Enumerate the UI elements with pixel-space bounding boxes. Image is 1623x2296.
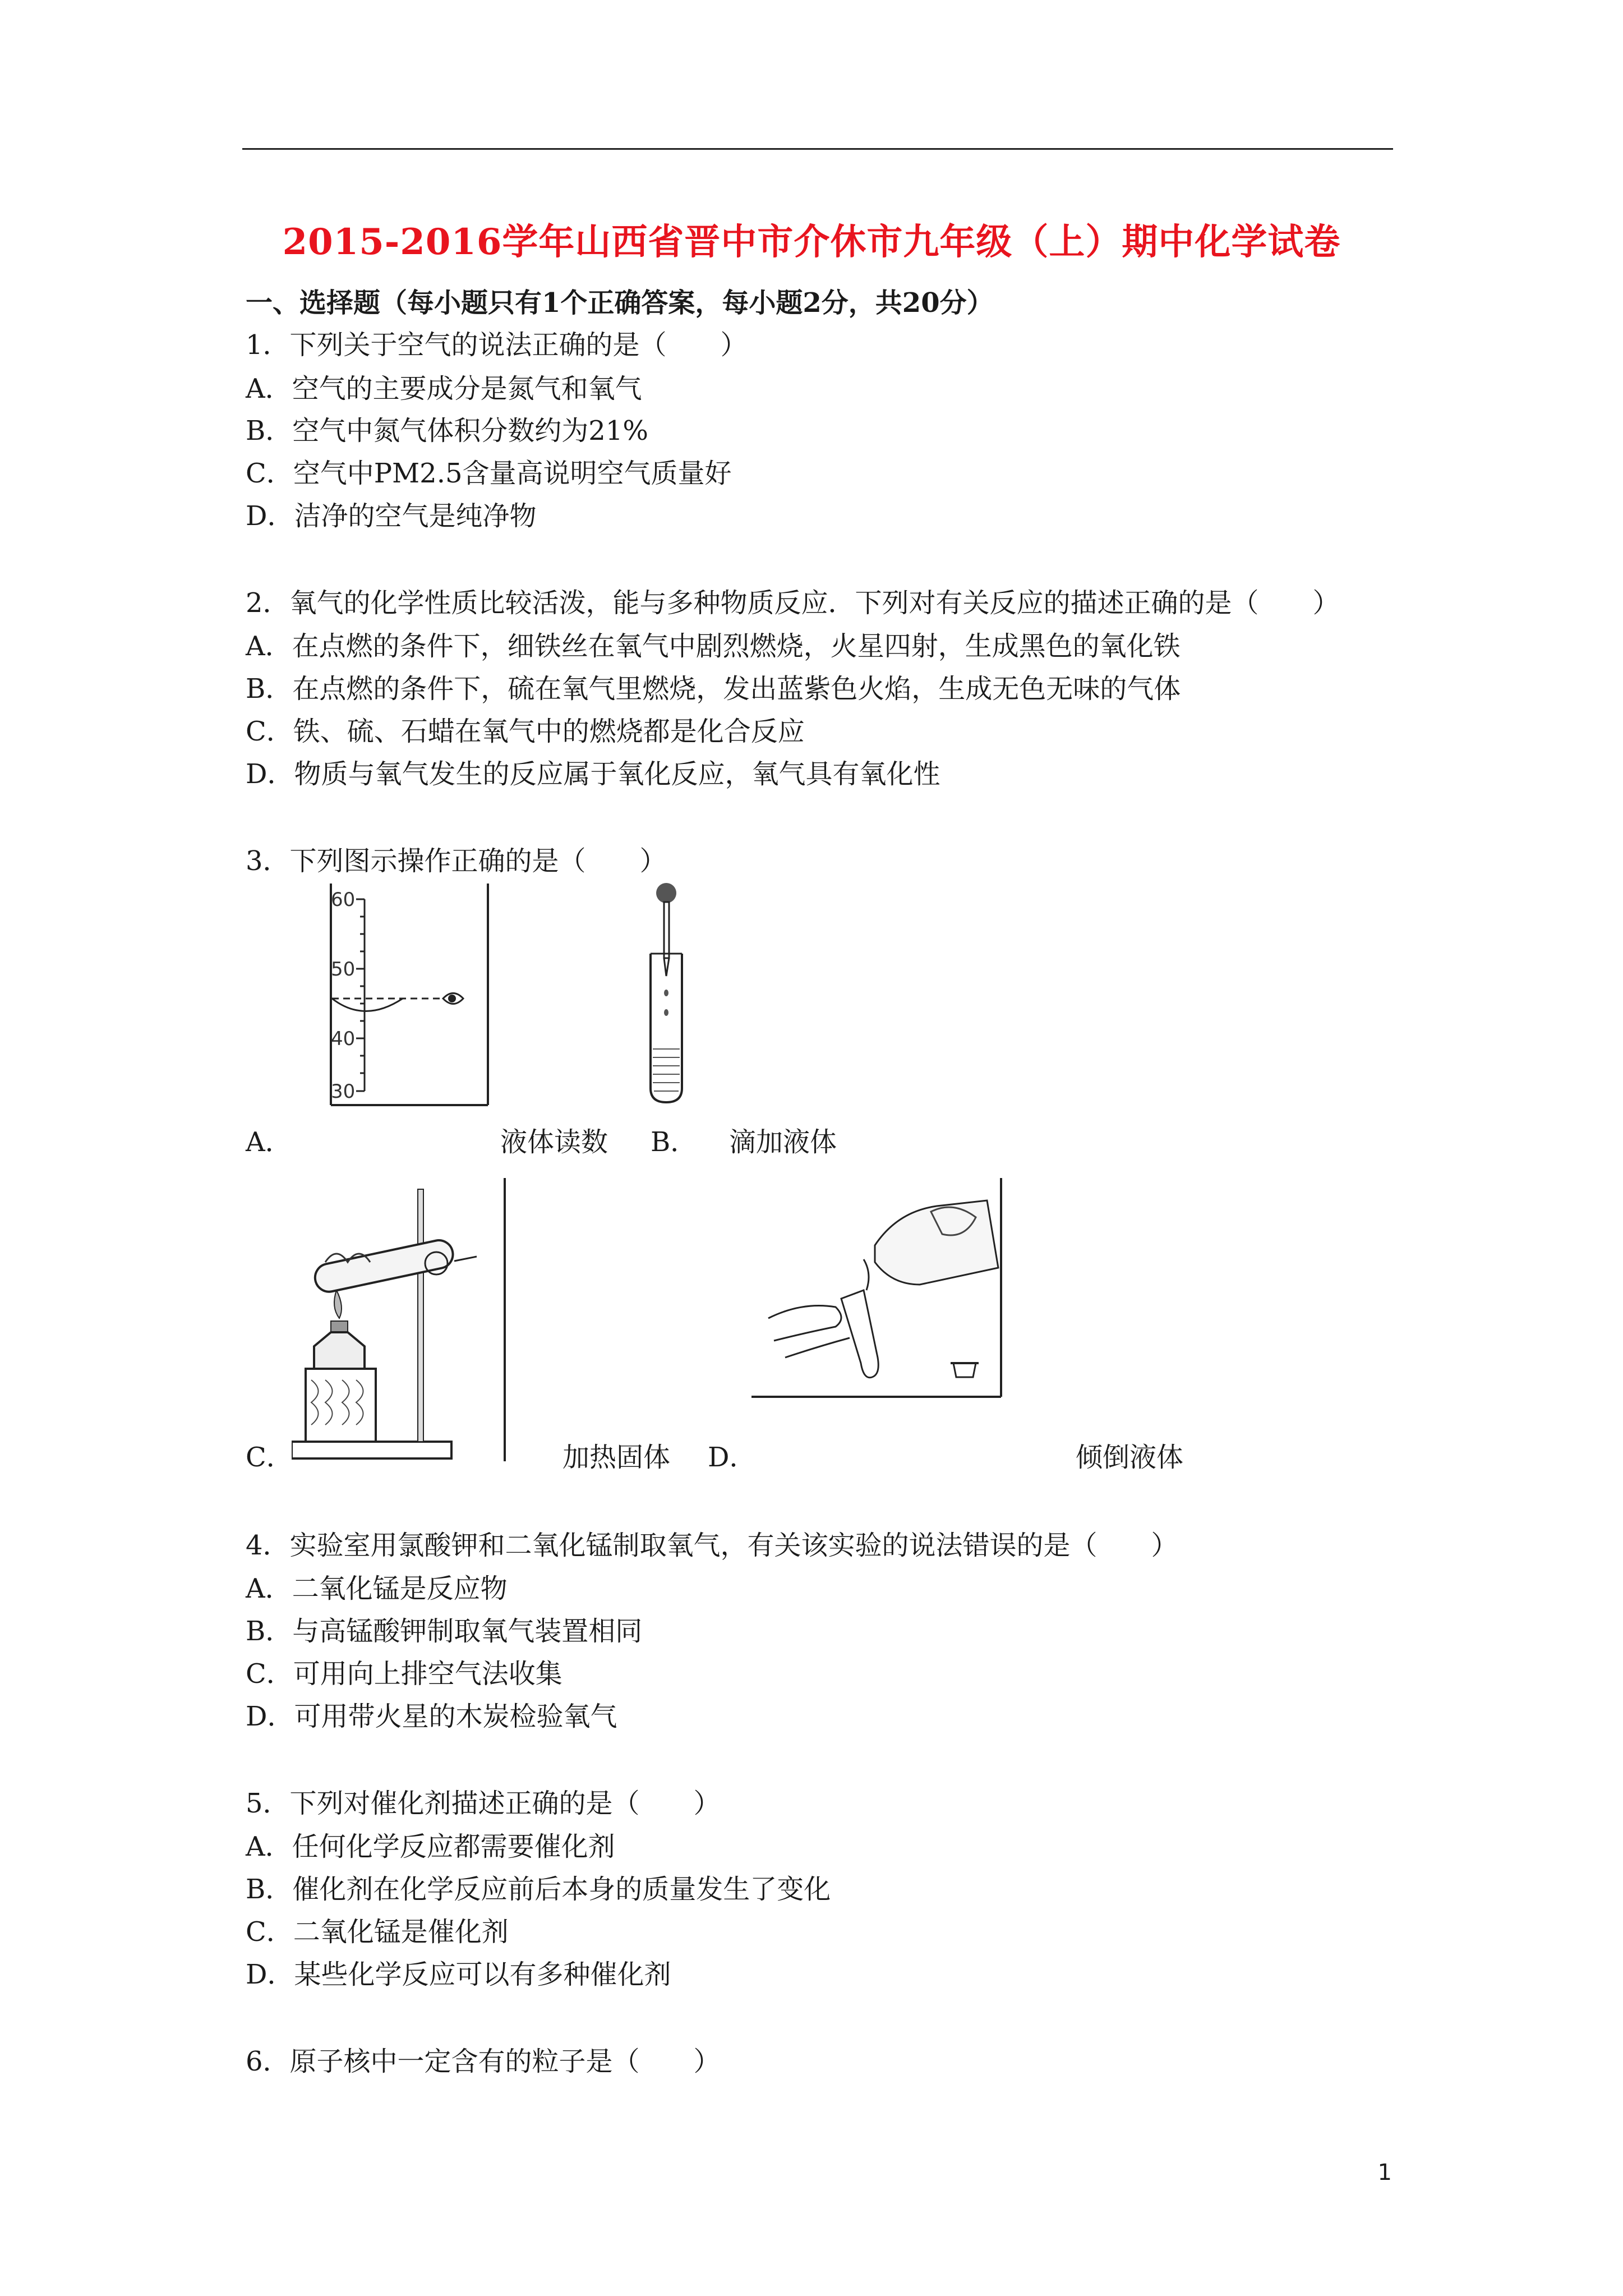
figure-d-caption: 倾倒液体: [1076, 1442, 1184, 1473]
tick-label-40: 40: [331, 1028, 356, 1050]
tick-label-50: 50: [331, 958, 356, 981]
header-rule: [242, 148, 1393, 150]
question-6-stem: 6．原子核中一定含有的粒子是（ ）: [246, 2046, 721, 2077]
question-2-option-b: B．在点燃的条件下，硫在氧气里燃烧，发出蓝紫色火焰，生成无色无味的气体: [246, 673, 1181, 705]
question-1-option-d: D．洁净的空气是纯净物: [246, 500, 537, 532]
section-heading: 一、选择题（每小题只有1个正确答案，每小题2分，共20分）: [246, 287, 994, 319]
tick-label-60: 60: [331, 889, 356, 911]
question-2-stem: 2．氧气的化学性质比较活泼，能与多种物质反应．下列对有关反应的描述正确的是（ ）: [246, 587, 1340, 619]
question-5-option-b: B．催化剂在化学反应前后本身的质量发生了变化: [246, 1874, 831, 1905]
question-1-option-c: C．空气中PM2.5含量高说明空气质量好: [246, 458, 732, 489]
question-1-option-b: B．空气中氮气体积分数约为21%: [246, 415, 648, 447]
question-1-stem: 1．下列关于空气的说法正确的是（ ）: [246, 329, 748, 361]
question-5-stem: 5．下列对催化剂描述正确的是（ ）: [246, 1788, 721, 1819]
question-5-option-a: A．任何化学反应都需要催化剂: [246, 1831, 615, 1862]
question-2-option-c: C．铁、硫、石蜡在氧气中的燃烧都是化合反应: [246, 716, 805, 747]
question-4-stem: 4．实验室用氯酸钾和二氧化锰制取氧气，有关该实验的说法错误的是（ ）: [246, 1530, 1178, 1561]
figure-b-dropper: [639, 881, 707, 1105]
question-4-option-a: A．二氧化锰是反应物: [246, 1573, 508, 1604]
eye-icon: [443, 993, 463, 1004]
question-5-option-d: D．某些化学反应可以有多种催化剂: [246, 1959, 671, 1990]
figure-c-letter: C．: [246, 1442, 293, 1473]
figure-b-letter: B．: [651, 1126, 698, 1158]
question-4-option-c: C．可用向上排空气法收集: [246, 1658, 562, 1690]
figure-c-heating-apparatus: [292, 1178, 516, 1470]
question-5-option-c: C．二氧化锰是催化剂: [246, 1916, 509, 1948]
question-2-option-a: A．在点燃的条件下，细铁丝在氧气中剧烈燃烧，火星四射，生成黑色的氧化铁: [246, 631, 1181, 662]
question-4-option-d: D．可用带火星的木炭检验氧气: [246, 1701, 617, 1732]
figure-d-pouring: [751, 1178, 1009, 1402]
tick-label-30: 30: [331, 1080, 356, 1103]
figure-b-caption: 滴加液体: [729, 1126, 837, 1158]
figure-a-cylinder: [280, 884, 527, 1108]
figure-a-letter: A．: [246, 1126, 292, 1158]
figure-c-caption: 加热固体: [562, 1442, 671, 1473]
figure-a-caption: 液体读数: [500, 1126, 608, 1158]
exam-title: 2015-2016学年山西省晋中市介休市九年级（上）期中化学试卷: [282, 221, 1341, 263]
question-2-option-d: D．物质与氧气发生的反应属于氧化反应，氧气具有氧化性: [246, 758, 940, 790]
question-4-option-b: B．与高锰酸钾制取氧气装置相同: [246, 1616, 643, 1647]
page-number: 1: [1377, 2160, 1392, 2185]
figure-d-letter: D．: [708, 1442, 757, 1473]
question-3-stem: 3．下列图示操作正确的是（ ）: [246, 845, 667, 877]
question-1-option-a: A．空气的主要成分是氮气和氧气: [246, 373, 642, 404]
